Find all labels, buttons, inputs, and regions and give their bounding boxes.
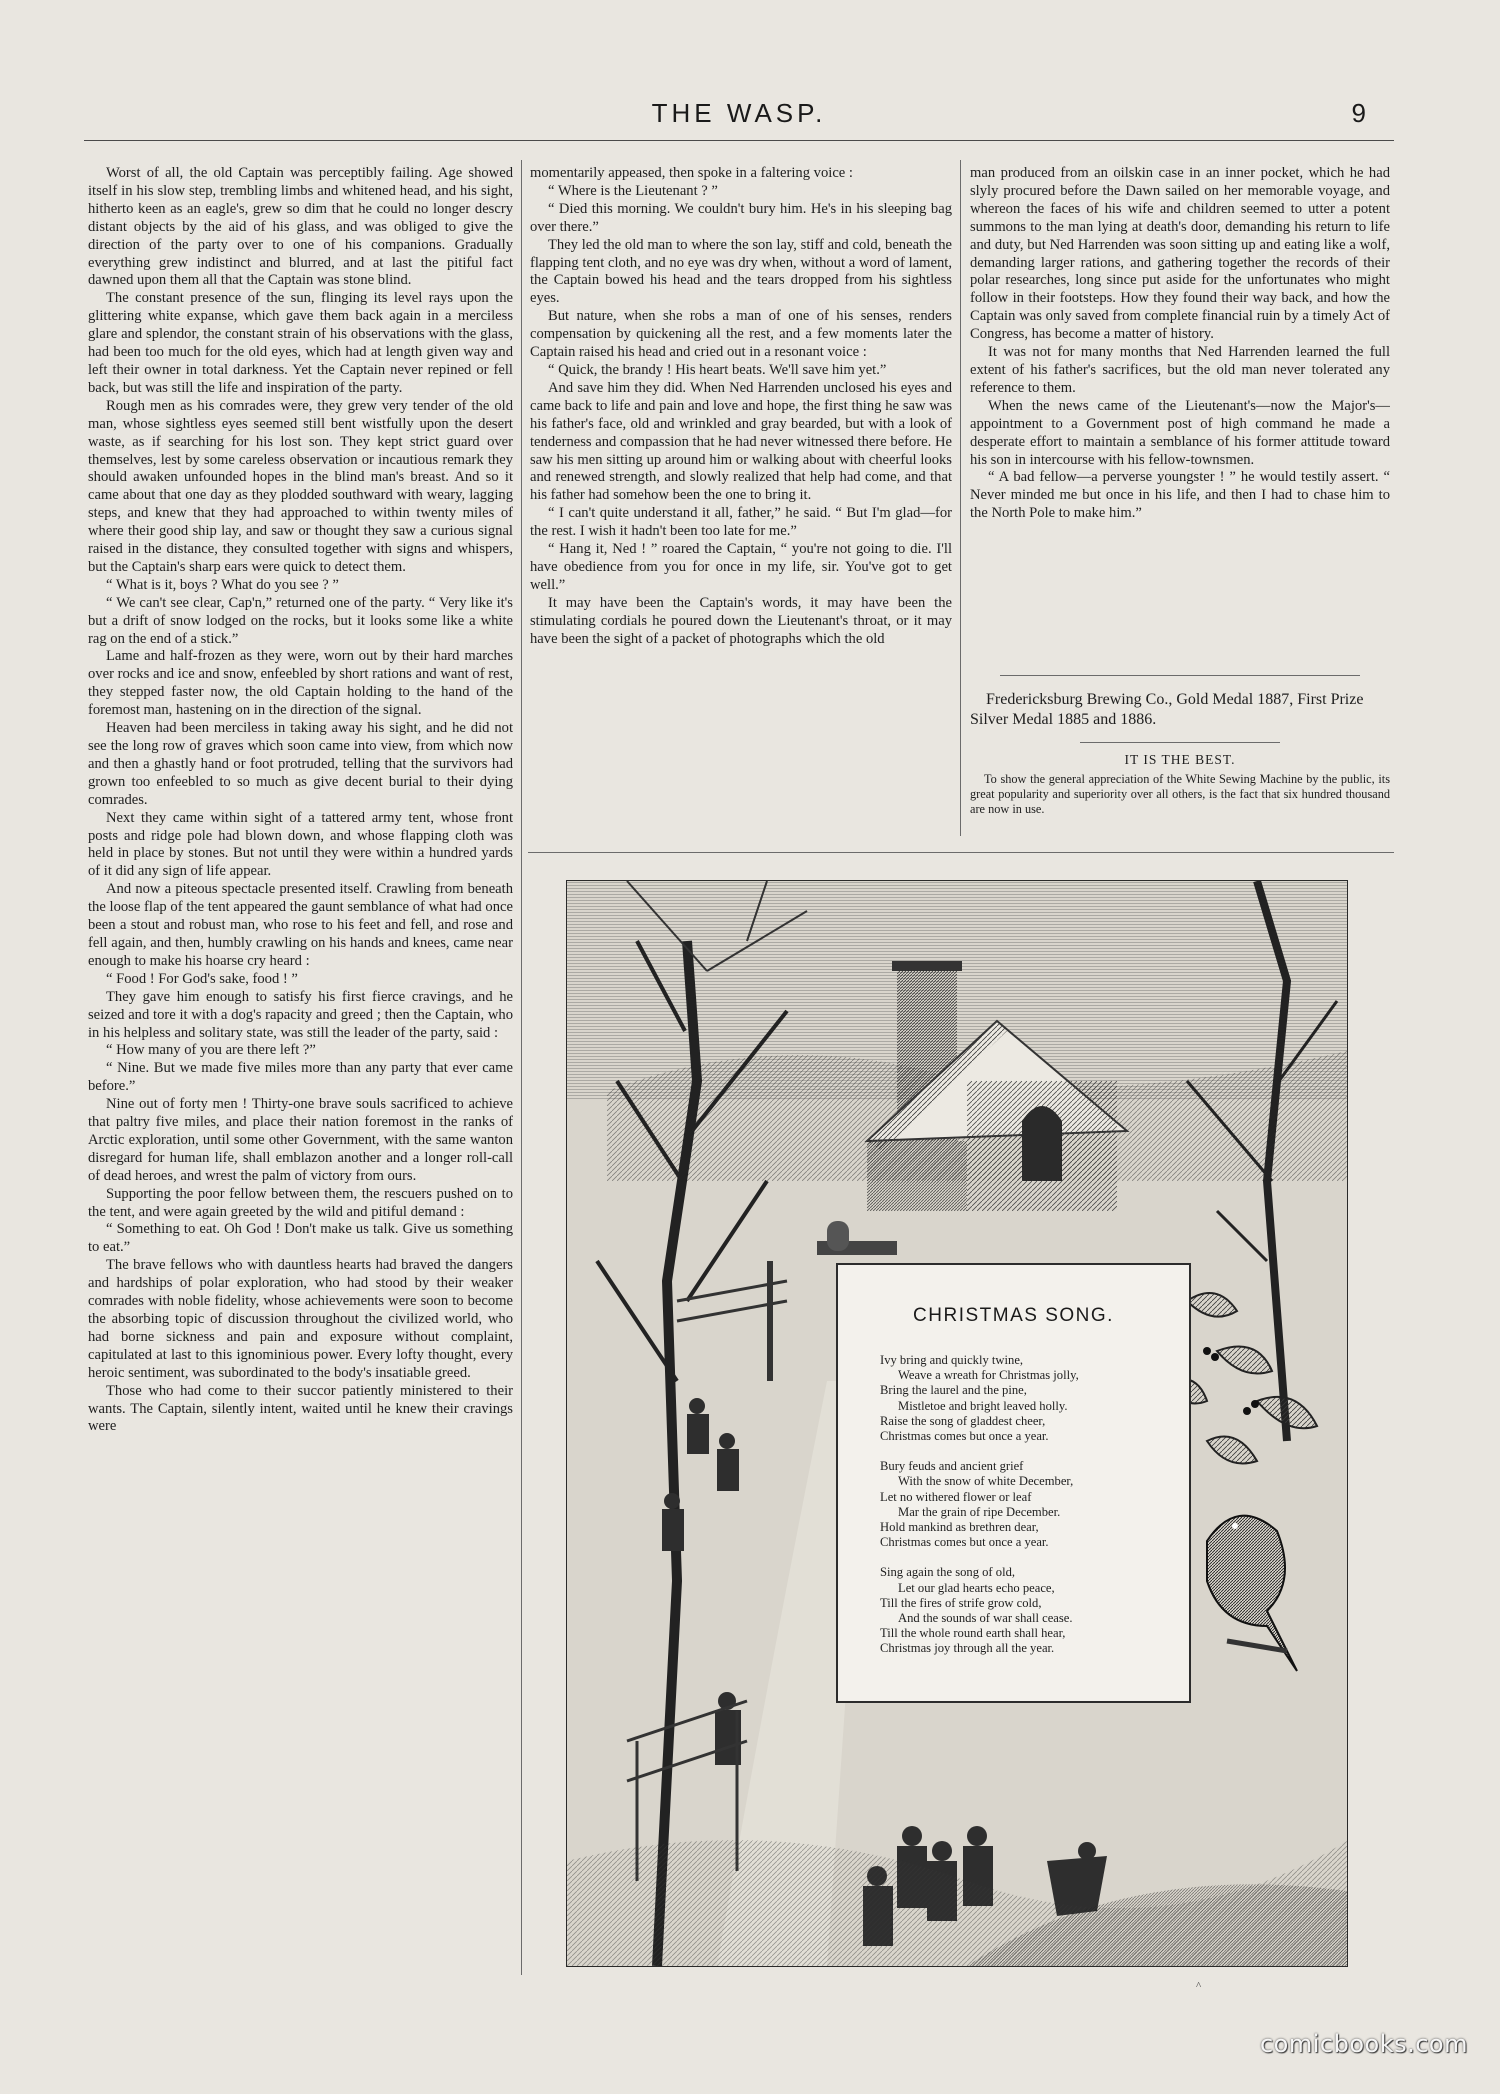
- poem-text: [880, 1353, 1180, 1672]
- paragraph: But nature, when she robs a man of one of his senses, renders compensation by quickening all the rest, and a few moments later the Captain raised his head and cried out in a resonant voice :: [530, 308, 952, 361]
- poem-line: Mistletoe and bright leaved holly.: [898, 1398, 1068, 1413]
- poem-line: Mar the grain of ripe December.: [898, 1504, 1061, 1519]
- paragraph: “ Died this morning. We couldn't bury him. He's in his sleeping bag over there.”: [530, 200, 952, 235]
- section-rule: [1000, 675, 1360, 676]
- poem-line: With the snow of white December,: [898, 1474, 1074, 1489]
- poem-line: Weave a wreath for Christmas jolly,: [898, 1368, 1079, 1383]
- poem-line: Hold mankind as brethren dear,: [880, 1520, 1039, 1535]
- christmas-engraving: [566, 880, 1348, 1967]
- paragraph: Those who had come to their succor patiently ministered to their wants. The Captain, silently intent, waited until he knew their cravings were: [88, 1382, 513, 1435]
- paragraph: man produced from an oilskin case in an inner pocket, which he had slyly procured before the Dawn sailed on her memorable voyage, and whereon the faces of his wife and children seemed to utter a potent summons to the man lying at death's door, demanding his return to life and duty, but Ned Harrenden was soon sitting up and eating like a wolf, demanding larger rations, and gathering together the records of their polar researches, long since put aside for the unfortunates who might follow in their footsteps. How they found their way back, and how the Captain was only saved from complete financial ruin by a timely Act of Congress, has become a matter of history.: [970, 165, 1390, 343]
- paragraph: The constant presence of the sun, flinging its level rays upon the glittering white expanse, which gave them back again in a merciless glare and splendor, the constant strain of his observations with the glass, had been too much for the old eyes, which had at length given way and left their owner in total darkness. Yet the Captain never repined or fell back, but was still the life and inspiration of the party.: [88, 290, 513, 396]
- column-divider: [960, 160, 961, 836]
- christmas-song-box: [836, 1263, 1191, 1703]
- paragraph: “ Hang it, Ned ! ” roared the Captain, “ you're not going to die. I'll have obedience from you for once in my life, sir. You've got to get well.”: [530, 541, 952, 593]
- poem-stanza: [880, 1459, 1180, 1550]
- paragraph: “ Something to eat. Oh God ! Don't make us talk. Give us something to eat.”: [88, 1221, 513, 1256]
- poem-line: Raise the song of gladdest cheer,: [880, 1413, 1046, 1428]
- paragraph: Next they came within sight of a tattered army tent, whose front posts and ridge pole had blown down, and whose flapping cloth was held in place by stones. But not until they were within a hundred yards of it did any sign of life appear.: [88, 809, 513, 880]
- section-rule: [528, 852, 1394, 853]
- poem-line: Christmas comes but once a year.: [880, 1535, 1049, 1550]
- brewing-advertisement: Fredericksburg Brewing Co., Gold Medal 1887, First Prize Silver Medal 1885 and 1886.: [970, 691, 1364, 728]
- paragraph: Supporting the poor fellow between them, the rescuers pushed on to the tent, and were again greeted by the wild and pitiful demand :: [88, 1185, 513, 1220]
- paragraph: “ I can't quite understand it all, father,” he said. “ But I'm glad—for the rest. I wish it hadn't been too late for me.”: [530, 505, 952, 540]
- poem-line: Let no withered flower or leaf: [880, 1489, 1032, 1504]
- sewing-ad-title: IT IS THE BEST.: [1124, 752, 1236, 767]
- section-rule: [1080, 742, 1280, 743]
- poem-title: CHRISTMAS SONG.: [913, 1305, 1114, 1326]
- poem-line: Ivy bring and quickly twine,: [880, 1353, 1024, 1367]
- site-watermark: comicbooks.com: [1259, 2030, 1468, 2058]
- poem-line: Sing again the song of old,: [880, 1565, 1016, 1580]
- article-column-3: [970, 165, 1390, 663]
- paragraph: Nine out of forty men ! Thirty-one brave souls sacrificed to achieve that paltry five miles, and place their nation foremost in the ranks of Arctic exploration, until some other Government, with the same wanton disregard for human life, shall emblazon another and a longer roll-call of dead heroes, and wrest the palm of victory from ours.: [88, 1096, 513, 1184]
- paragraph: “ What is it, boys ? What do you see ? ”: [106, 576, 339, 593]
- paragraph: When the news came of the Lieutenant's—now the Major's—appointment to a Government post of high command he made a desperate effort to maintain a semblance of his former attitude toward his son in intercourse with his fellow-townsmen.: [970, 397, 1390, 468]
- poem-line: Let our glad hearts echo peace,: [898, 1580, 1055, 1595]
- paragraph: “ Nine. But we made five miles more than any party that ever came before.”: [88, 1060, 513, 1095]
- paragraph: And now a piteous spectacle presented itself. Crawling from beneath the loose flap of the tent appeared the gaunt semblance of what had once been a stout and robust man, who rose to his feet and fell, and rose and fell again, and then, humbly crawling on his hands and knees, came near enough to make his hoarse cry heard :: [88, 881, 513, 969]
- paragraph: They gave him enough to satisfy his first fierce cravings, and he seized and tore it with a dog's rapacity and greed ; then the Captain, who in his helpless and solitary state, was still the leader of the party, said :: [88, 988, 513, 1041]
- paragraph: “ Where is the Lieutenant ? ”: [548, 182, 718, 199]
- poem-line: Till the fires of strife grow cold,: [880, 1595, 1042, 1610]
- article-column-2: [530, 165, 952, 833]
- printer-mark: ^: [1196, 1980, 1202, 1992]
- masthead: [84, 98, 1394, 141]
- paragraph: “ A bad fellow—a perverse youngster ! ” he would testily assert. “ Never minded me but once in his life, and then I had to chase him to the North Pole to make him.”: [970, 469, 1390, 522]
- poem-line: And the sounds of war shall cease.: [898, 1611, 1073, 1626]
- paragraph: momentarily appeased, then spoke in a faltering voice :: [530, 165, 853, 181]
- paragraph: And save him they did. When Ned Harrenden unclosed his eyes and came back to life and pain and love and hope, the first thing he saw was his father's face, old and wrinkled and gray bearded, but with a look of tenderness and compassion that he had never witnessed there before. He saw his men sitting up around him or walking about with cheerful looks and renewed strength, and slowly realized that help had come, and that his father had somehow been the one to bring it.: [530, 379, 952, 504]
- sewing-ad-body: To show the general appreciation of the White Sewing Machine by the public, its great popularity and superiority over all others, is the fact that six hundred thousand are now in use.: [970, 772, 1390, 816]
- paragraph: “ How many of you are there left ?”: [106, 1042, 316, 1059]
- article-column-1: [88, 165, 513, 1975]
- paragraph: “ We can't see clear, Cap'n,” returned one of the party. “ Very like it's but a drift of snow lodged on the rocks, but it looks some like a white rag on the end of a stick.”: [88, 594, 513, 647]
- paragraph: Worst of all, the old Captain was perceptibly failing. Age showed itself in his slow step, trembling limbs and whitened head, and his sight, hitherto keen as an eagle's, grew so dim that he could no longer descry distant objects by the aid of his glass, and was obliged to give the direction of the party over to one of his companions. Gradually everything grew indistinct and blurred, and at last the pitiful fact dawned upon them all that the Captain was stone blind.: [88, 165, 513, 289]
- poem-line: Christmas comes but once a year.: [880, 1429, 1049, 1444]
- publication-title: THE WASP.: [651, 98, 827, 128]
- poem-line: Bring the laurel and the pine,: [880, 1383, 1027, 1398]
- paragraph: “ Quick, the brandy ! His heart beats. We'll save him yet.”: [548, 361, 887, 378]
- paragraph: Heaven had been merciless in taking away his sight, and he did not see the long row of graves which soon came into view, from which now and then a ghastly hand or foot protruded, telling that the survivors had grown too enfeebled to so much as give decent burial to their dying comrades.: [88, 720, 513, 808]
- paragraph: Rough men as his comrades were, they grew very tender of the old man, whose sightless eyes seemed still bent wistfully upon the desert waste, as if searching for his lost son. They kept strict guard over themselves, lest by some careless observation or incautious remark they should awaken unfounded hopes in the blind man's breast. And so it came about that one day as they plodded southward with weary, lagging steps, and knew that they had approached to within twenty miles of where their good ship lay, and saw or thought they saw a curious signal raised in the distance, they consulted together with signs and whispers, but the Captain's sharp ears were quick to detect them.: [88, 397, 513, 575]
- paragraph: The brave fellows who with dauntless hearts had braved the dangers and hardships of polar exploration, who had stood by their weaker comrades with noble fidelity, whose achievements were soon to become the absorbing topic of discussion throughout the civilized world, who had borne sickness and pain and exposure without complaint, capitulated at last to this ignominious power. Every lofty thought, every heroic sentiment, was subordinated to the body's insatiable greed.: [88, 1257, 513, 1381]
- paragraph: It was not for many months that Ned Harrenden learned the full extent of his father's sacrifices, but the old man never tolerated any reference to them.: [970, 344, 1390, 396]
- poem-line: Till the whole round earth shall hear,: [880, 1626, 1066, 1641]
- column-divider: [521, 160, 522, 1975]
- paragraph: “ Food ! For God's sake, food ! ”: [106, 970, 298, 987]
- page-number: 9: [1351, 98, 1366, 128]
- poem-stanza: [880, 1353, 1180, 1444]
- poem-stanza: [880, 1565, 1180, 1656]
- paragraph: It may have been the Captain's words, it may have been the stimulating cordials he poured down the Lieutenant's throat, or it may have been the sight of a packet of photographs which the old: [530, 594, 952, 647]
- poem-line: Christmas joy through all the year.: [880, 1641, 1055, 1656]
- paragraph: Lame and half-frozen as they were, worn out by their hard marches over rocks and ice and snow, enfeebled by short rations and want of rest, they stepped faster now, the old Captain holding to the hand of the foremost man, hastening on in the direction of the signal.: [88, 648, 513, 719]
- paragraph: They led the old man to where the son lay, stiff and cold, beneath the flapping tent cloth, and no eye was dry when, without a word of lament, the Captain bowed his head and the tears dropped from his sightless eyes.: [530, 236, 952, 307]
- poem-line: Bury feuds and ancient grief: [880, 1459, 1024, 1474]
